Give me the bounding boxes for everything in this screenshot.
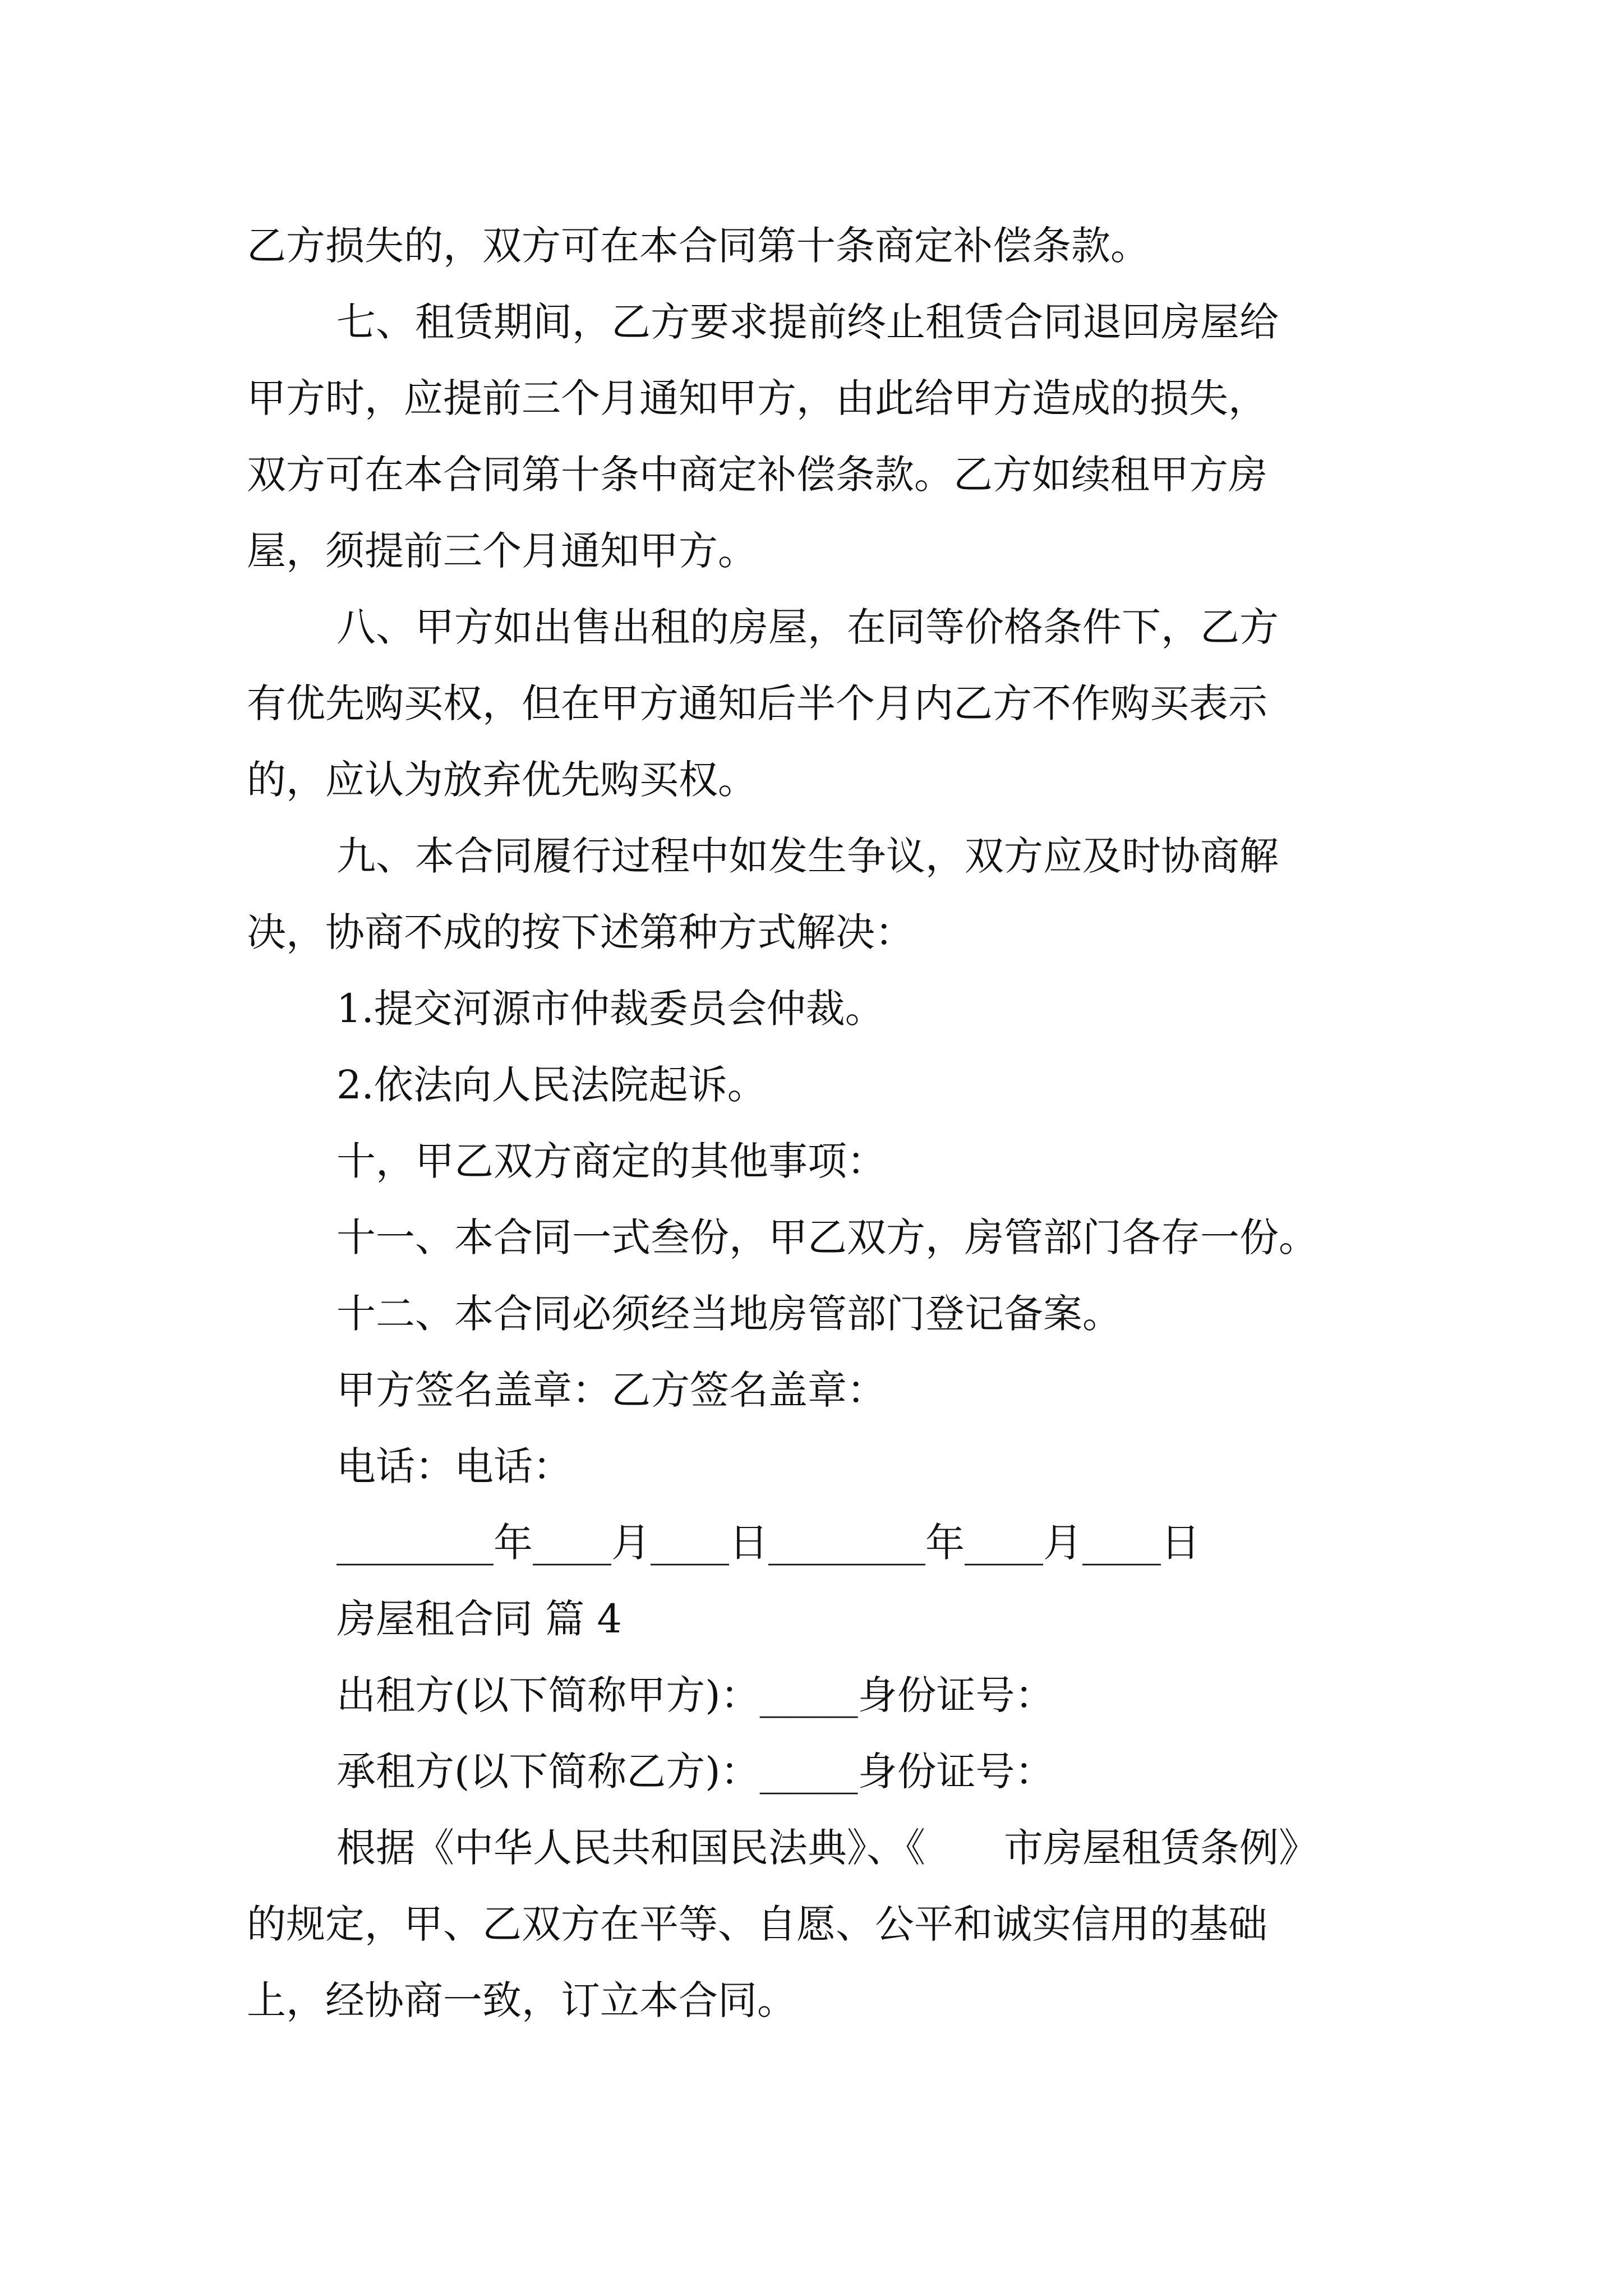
date-line: ________年____月____日________年____月____日 bbox=[336, 1520, 1200, 1566]
text-line: 双方可在本合同第十条中商定补偿条款。乙方如续租甲方房 bbox=[247, 452, 1267, 498]
text-line: 上，经协商一致，订立本合同。 bbox=[247, 1977, 796, 2023]
text-line: 决，协商不成的按下述第种方式解决： bbox=[247, 909, 914, 955]
text-line: 有优先购买权，但在甲方通知后半个月内乙方不作购买表示 bbox=[247, 680, 1267, 726]
document-body bbox=[247, 208, 1413, 2039]
text-line: 屋，须提前三个月通知甲方。 bbox=[247, 528, 757, 574]
signature-line: 甲方签名盖章：乙方签名盖章： bbox=[336, 1367, 886, 1413]
text-line: 甲方时，应提前三个月通知甲方，由此给甲方造成的损失， bbox=[247, 375, 1267, 421]
text-line: 十二、本合同必须经当地房管部门登记备案。 bbox=[336, 1291, 1122, 1337]
text-line: 七、租赁期间，乙方要求提前终止租赁合同退回房屋给 bbox=[336, 299, 1279, 345]
text-line: 乙方损失的，双方可在本合同第十条商定补偿条款。 bbox=[247, 223, 1150, 269]
lessor-line: 出租方(以下简称甲方)：_____身份证号： bbox=[336, 1672, 1054, 1718]
section-heading: 房屋租合同 篇 4 bbox=[336, 1596, 623, 1642]
text-line: 1.提交河源市仲裁委员会仲裁。 bbox=[336, 986, 884, 1032]
lessee-line: 承租方(以下简称乙方)：_____身份证号： bbox=[336, 1749, 1054, 1795]
text-line: 八、甲方如出售出租的房屋，在同等价格条件下，乙方 bbox=[336, 604, 1279, 650]
text-line: 九、本合同履行过程中如发生争议，双方应及时协商解 bbox=[336, 833, 1279, 879]
citation-after: 市房屋租赁条例》 bbox=[1004, 1825, 1318, 1871]
text-line: 的规定，甲、乙双方在平等、自愿、公平和诚实信用的基础 bbox=[247, 1901, 1267, 1947]
citation-line bbox=[247, 1810, 1413, 1886]
citation-before: 根据《中华人民共和国民法典》、《 bbox=[336, 1825, 925, 1871]
text-line: 十一、本合同一式叁份，甲乙双方，房管部门各存一份。 bbox=[336, 1214, 1318, 1260]
text-line: 十，甲乙双方商定的其他事项： bbox=[336, 1138, 886, 1184]
text-line: 2.依法向人民法院起诉。 bbox=[336, 1062, 767, 1108]
phone-line: 电话：电话： bbox=[336, 1443, 572, 1489]
text-line: 的，应认为放弃优先购买权。 bbox=[247, 757, 757, 803]
